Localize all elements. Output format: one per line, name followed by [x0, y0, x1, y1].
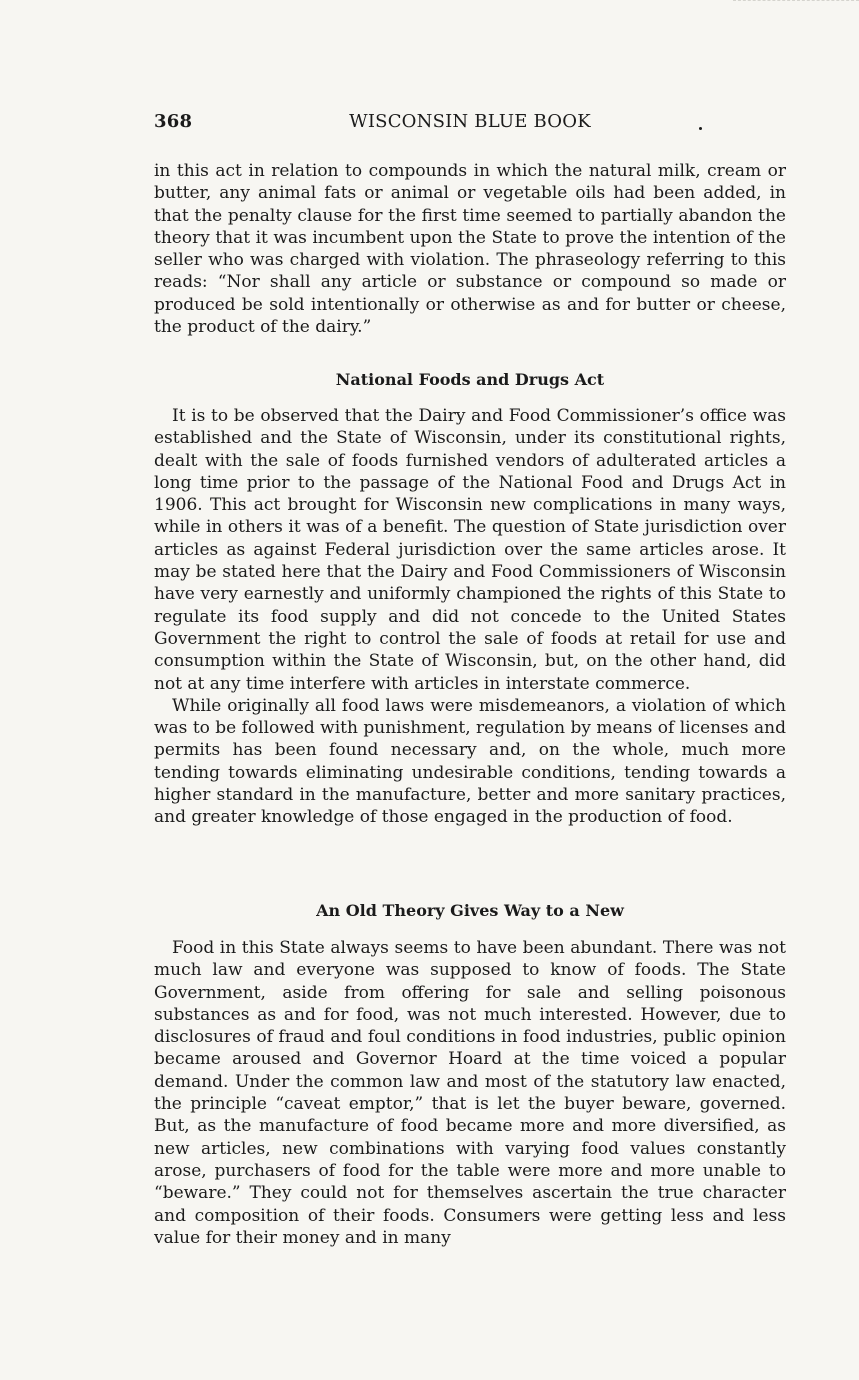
running-title: WISCONSIN BLUE BOOK [349, 110, 591, 132]
section-heading-national-foods-drugs-act: National Foods and Drugs Act [335, 370, 605, 389]
page-number: 368 [154, 110, 193, 132]
paragraph-continuation: in this act in relation to compounds in which the natural milk, cream or butter, any animal fats or animal or vegetable oils had been added, in that the penalty clause for the first time seemed to partially abandon the theory that it was incumbent upon the State to prove the intention of the seller who was charged with violation. The phraseology referring to this reads: “Nor shall any article or substance or compound so made or produced be sold intentionally or otherwise as and for butter or cheese, the product of the dairy.” [154, 161, 786, 338]
section-heading-old-theory-new: An Old Theory Gives Way to a New [316, 901, 624, 920]
national-foods-section-body [154, 405, 786, 829]
opening-paragraph-block [154, 160, 786, 338]
paragraph-national-foods-2: While originally all food laws were misdemeanors, a violation of which was to be followed with punishment, regulation by means of licenses and permits has been found necessary and, on the whole, much more tending towards eliminating undesirable conditions, tending towards a higher standard in the manufacture, better and more sanitary practices, and greater knowledge of those engaged in the production of food. [154, 695, 786, 828]
paragraph-national-foods-1: It is to be observed that the Dairy and Food Commissioner’s office was established and the State of Wisconsin, under its constitutional rights, dealt with the sale of foods furnished vendors of adulterated articles a long time prior to the passage of the National Food and Drugs Act in 1906. This act brought for Wisconsin new complications in many ways, while in others it was of a benefit. The question of State jurisdiction over articles as against Federal jurisdiction over the same articles arose. It may be stated here that the Dairy and Food Commissioners of Wisconsin have very earnestly and uniformly championed the rights of this State to regulate its food supply and did not concede to the United States Government the right to control the sale of foods at retail for use and consumption within the State of Wisconsin, but, on the other hand, did not at any time interfere with articles in interstate commerce. [154, 406, 786, 694]
page-header [154, 108, 786, 134]
old-theory-section-body [154, 937, 786, 1249]
scan-edge-mark [733, 0, 859, 3]
paragraph-old-theory-1: Food in this State always seems to have been abundant. There was not much law and everyone was supposed to know of foods. The State Government, aside from offering for sale and selling poisonous substances as and for food, was not much interested. However, due to disclosures of fraud and foul conditions in food industries, public opinion became aroused and Governor Hoard at the time voiced a popular demand. Under the common law and most of the statutory law enacted, the principle “caveat emptor,” that is let the buyer beware, governed. But, as the manufacture of food became more and more diversified, as new articles, new combinations with varying food values constantly arose, purchasers of food for the table were more and more unable to “beware.” They could not for themselves ascertain the true character and composition of their foods. Consumers were getting less and less value for their money and in many [154, 938, 786, 1248]
